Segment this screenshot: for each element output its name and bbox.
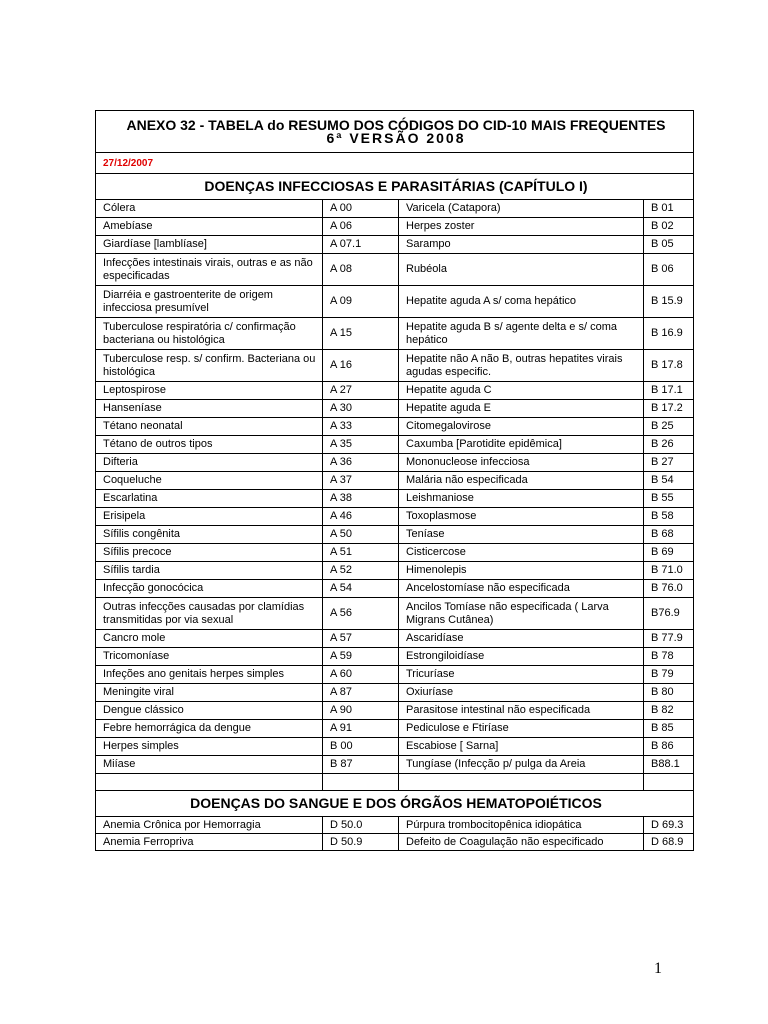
table-row	[96, 472, 694, 490]
table-row	[96, 756, 694, 774]
disease-name: Sífilis congênita	[96, 526, 323, 544]
table-row	[96, 738, 694, 756]
cid-code: B 80	[644, 684, 694, 702]
disease-name: Caxumba [Parotidite epidêmica]	[399, 436, 644, 454]
cid-code: B 27	[644, 454, 694, 472]
disease-name: Cisticercose	[399, 544, 644, 562]
cid-code: B 76.0	[644, 580, 694, 598]
cid-code: A 35	[323, 436, 399, 454]
table-row	[96, 684, 694, 702]
disease-name: Ancelostomíase não especificada	[399, 580, 644, 598]
disease-name: Infeções ano genitais herpes simples	[96, 666, 323, 684]
disease-name: Infecção gonocócica	[96, 580, 323, 598]
cid-code: B 05	[644, 236, 694, 254]
cid-code: B 78	[644, 648, 694, 666]
document-date: 27/12/2007	[96, 153, 694, 174]
disease-name: Amebíase	[96, 218, 323, 236]
cid-code	[323, 774, 399, 791]
disease-name: Varicela (Catapora)	[399, 200, 644, 218]
disease-name: Hepatite não A não B, outras hepatites virais agudas especific.	[399, 350, 644, 382]
disease-name: Diarréia e gastroenterite de origem infecciosa presumível	[96, 286, 323, 318]
cid-code: A 08	[323, 254, 399, 286]
cid-code: B76.9	[644, 598, 694, 630]
cid-code: B 58	[644, 508, 694, 526]
cid-code: B 69	[644, 544, 694, 562]
cid-code: A 27	[323, 382, 399, 400]
disease-name: Teníase	[399, 526, 644, 544]
section-header-row	[96, 174, 694, 200]
table-row	[96, 436, 694, 454]
disease-name: Citomegalovirose	[399, 418, 644, 436]
cid-code: B 82	[644, 702, 694, 720]
cid-code: A 51	[323, 544, 399, 562]
disease-name: Tricomoníase	[96, 648, 323, 666]
cid-code: A 54	[323, 580, 399, 598]
table-row	[96, 580, 694, 598]
disease-name: Tricuríase	[399, 666, 644, 684]
disease-name: Cólera	[96, 200, 323, 218]
cid-code: A 90	[323, 702, 399, 720]
document-page	[95, 110, 693, 851]
cid-code: B 02	[644, 218, 694, 236]
table-row	[96, 400, 694, 418]
table-row	[96, 544, 694, 562]
date-row	[96, 153, 694, 174]
table-row	[96, 702, 694, 720]
title-row	[96, 111, 694, 153]
cid-code	[644, 774, 694, 791]
disease-name: Pediculose e Ftiríase	[399, 720, 644, 738]
disease-name: Febre hemorrágica da dengue	[96, 720, 323, 738]
title-line-1: ANEXO 32 - TABELA do RESUMO DOS CÓDIGOS DO CID-10 MAIS FREQUENTES	[126, 116, 666, 133]
cid-code: A 33	[323, 418, 399, 436]
disease-name: Sífilis tardia	[96, 562, 323, 580]
cid-code: A 91	[323, 720, 399, 738]
table-row	[96, 834, 694, 851]
table-row	[96, 598, 694, 630]
cid-code: B 85	[644, 720, 694, 738]
cid-code: A 60	[323, 666, 399, 684]
cid-code: B 68	[644, 526, 694, 544]
cid-code: B 01	[644, 200, 694, 218]
table-row	[96, 382, 694, 400]
disease-name: Oxiuríase	[399, 684, 644, 702]
cid-code: A 07.1	[323, 236, 399, 254]
section-title: DOENÇAS DO SANGUE E DOS ÓRGÃOS HEMATOPOIÉTICOS	[96, 791, 694, 817]
cid-code: B 17.1	[644, 382, 694, 400]
cid-code: A 06	[323, 218, 399, 236]
cid-code: B 25	[644, 418, 694, 436]
cid-code: A 15	[323, 318, 399, 350]
table-row	[96, 218, 694, 236]
cid-code: A 57	[323, 630, 399, 648]
page-number: 1	[654, 960, 662, 977]
cid-code: A 30	[323, 400, 399, 418]
cid-code: A 38	[323, 490, 399, 508]
cid-code: B 06	[644, 254, 694, 286]
disease-name: Difteria	[96, 454, 323, 472]
disease-name: Tuberculose resp. s/ confirm. Bacteriana ou histológica	[96, 350, 323, 382]
cid-code: B 26	[644, 436, 694, 454]
table-row	[96, 200, 694, 218]
disease-name: Anemia Crônica por Hemorragia	[96, 817, 323, 834]
disease-name: Estrongiloidíase	[399, 648, 644, 666]
disease-name: Tétano neonatal	[96, 418, 323, 436]
cid-code: A 37	[323, 472, 399, 490]
disease-name	[399, 774, 644, 791]
disease-name: Herpes simples	[96, 738, 323, 756]
disease-name: Mononucleose infecciosa	[399, 454, 644, 472]
cid-code: A 56	[323, 598, 399, 630]
disease-name: Cancro mole	[96, 630, 323, 648]
table-row	[96, 318, 694, 350]
cid-code: A 59	[323, 648, 399, 666]
disease-name: Parasitose intestinal não especificada	[399, 702, 644, 720]
table-row	[96, 490, 694, 508]
section-title: DOENÇAS INFECCIOSAS E PARASITÁRIAS (CAPÍTULO I)	[96, 174, 694, 200]
title-line-2: 6ª VERSÃO 2008	[326, 129, 466, 146]
disease-name: Escarlatina	[96, 490, 323, 508]
disease-name: Hepatite aguda B s/ agente delta e s/ coma hepático	[399, 318, 644, 350]
cid-code: B 17.2	[644, 400, 694, 418]
table-row	[96, 720, 694, 738]
cid-code: A 09	[323, 286, 399, 318]
table-row	[96, 526, 694, 544]
cid-code: D 50.9	[323, 834, 399, 851]
cid-code: A 52	[323, 562, 399, 580]
disease-name: Dengue clássico	[96, 702, 323, 720]
disease-name: Meningite viral	[96, 684, 323, 702]
cid-code: B 00	[323, 738, 399, 756]
cid-code: B 87	[323, 756, 399, 774]
cid-code: D 68.9	[644, 834, 694, 851]
disease-name: Anemia Ferropriva	[96, 834, 323, 851]
cid-code: A 16	[323, 350, 399, 382]
document-title	[96, 111, 694, 153]
cid-code: A 36	[323, 454, 399, 472]
disease-name: Rubéola	[399, 254, 644, 286]
disease-name: Ancilos Tomíase não especificada ( Larva Migrans Cutânea)	[399, 598, 644, 630]
table-row	[96, 454, 694, 472]
cid-code: B 86	[644, 738, 694, 756]
disease-name: Escabiose [ Sarna]	[399, 738, 644, 756]
disease-name: Hepatite aguda A s/ coma hepático	[399, 286, 644, 318]
disease-name: Defeito de Coagulação não especificado	[399, 834, 644, 851]
disease-name: Toxoplasmose	[399, 508, 644, 526]
cid-code: B 16.9	[644, 318, 694, 350]
disease-name: Coqueluche	[96, 472, 323, 490]
cid-code: A 00	[323, 200, 399, 218]
table-row	[96, 774, 694, 791]
cid-code: B 17.8	[644, 350, 694, 382]
disease-name: Hepatite aguda C	[399, 382, 644, 400]
table-row	[96, 418, 694, 436]
disease-name: Hepatite aguda E	[399, 400, 644, 418]
disease-name: Hanseníase	[96, 400, 323, 418]
cid-code: D 50.0	[323, 817, 399, 834]
section-header-row	[96, 791, 694, 817]
disease-name: Sífilis precoce	[96, 544, 323, 562]
disease-name: Himenolepis	[399, 562, 644, 580]
cid-code: B 77.9	[644, 630, 694, 648]
table-row	[96, 630, 694, 648]
cid-code: B 71.0	[644, 562, 694, 580]
table-row	[96, 286, 694, 318]
disease-name: Leptospirose	[96, 382, 323, 400]
table-row	[96, 648, 694, 666]
disease-name: Miíase	[96, 756, 323, 774]
disease-name: Herpes zoster	[399, 218, 644, 236]
cid-table-body	[96, 111, 694, 851]
table-row	[96, 350, 694, 382]
cid-code: B88.1	[644, 756, 694, 774]
cid-code: B 54	[644, 472, 694, 490]
cid-code: A 87	[323, 684, 399, 702]
cid-code: A 50	[323, 526, 399, 544]
disease-name: Sarampo	[399, 236, 644, 254]
table-row	[96, 508, 694, 526]
table-row	[96, 817, 694, 834]
disease-name: Púrpura trombocitopênica idiopática	[399, 817, 644, 834]
disease-name: Leishmaniose	[399, 490, 644, 508]
table-row	[96, 562, 694, 580]
disease-name: Outras infecções causadas por clamídias transmitidas por via sexual	[96, 598, 323, 630]
table-row	[96, 666, 694, 684]
cid-code: B 79	[644, 666, 694, 684]
disease-name: Giardíase [lamblíase]	[96, 236, 323, 254]
disease-name: Erisipela	[96, 508, 323, 526]
disease-name: Malária não especificada	[399, 472, 644, 490]
table-row	[96, 236, 694, 254]
cid-code: A 46	[323, 508, 399, 526]
cid-table	[95, 110, 694, 851]
cid-code: B 55	[644, 490, 694, 508]
disease-name: Infecções intestinais virais, outras e as não especificadas	[96, 254, 323, 286]
disease-name	[96, 774, 323, 791]
disease-name: Tuberculose respiratória c/ confirmação bacteriana ou histológica	[96, 318, 323, 350]
cid-code: D 69.3	[644, 817, 694, 834]
table-row	[96, 254, 694, 286]
disease-name: Ascaridíase	[399, 630, 644, 648]
cid-code: B 15.9	[644, 286, 694, 318]
disease-name: Tétano de outros tipos	[96, 436, 323, 454]
disease-name: Tungíase (Infecção p/ pulga da Areia	[399, 756, 644, 774]
